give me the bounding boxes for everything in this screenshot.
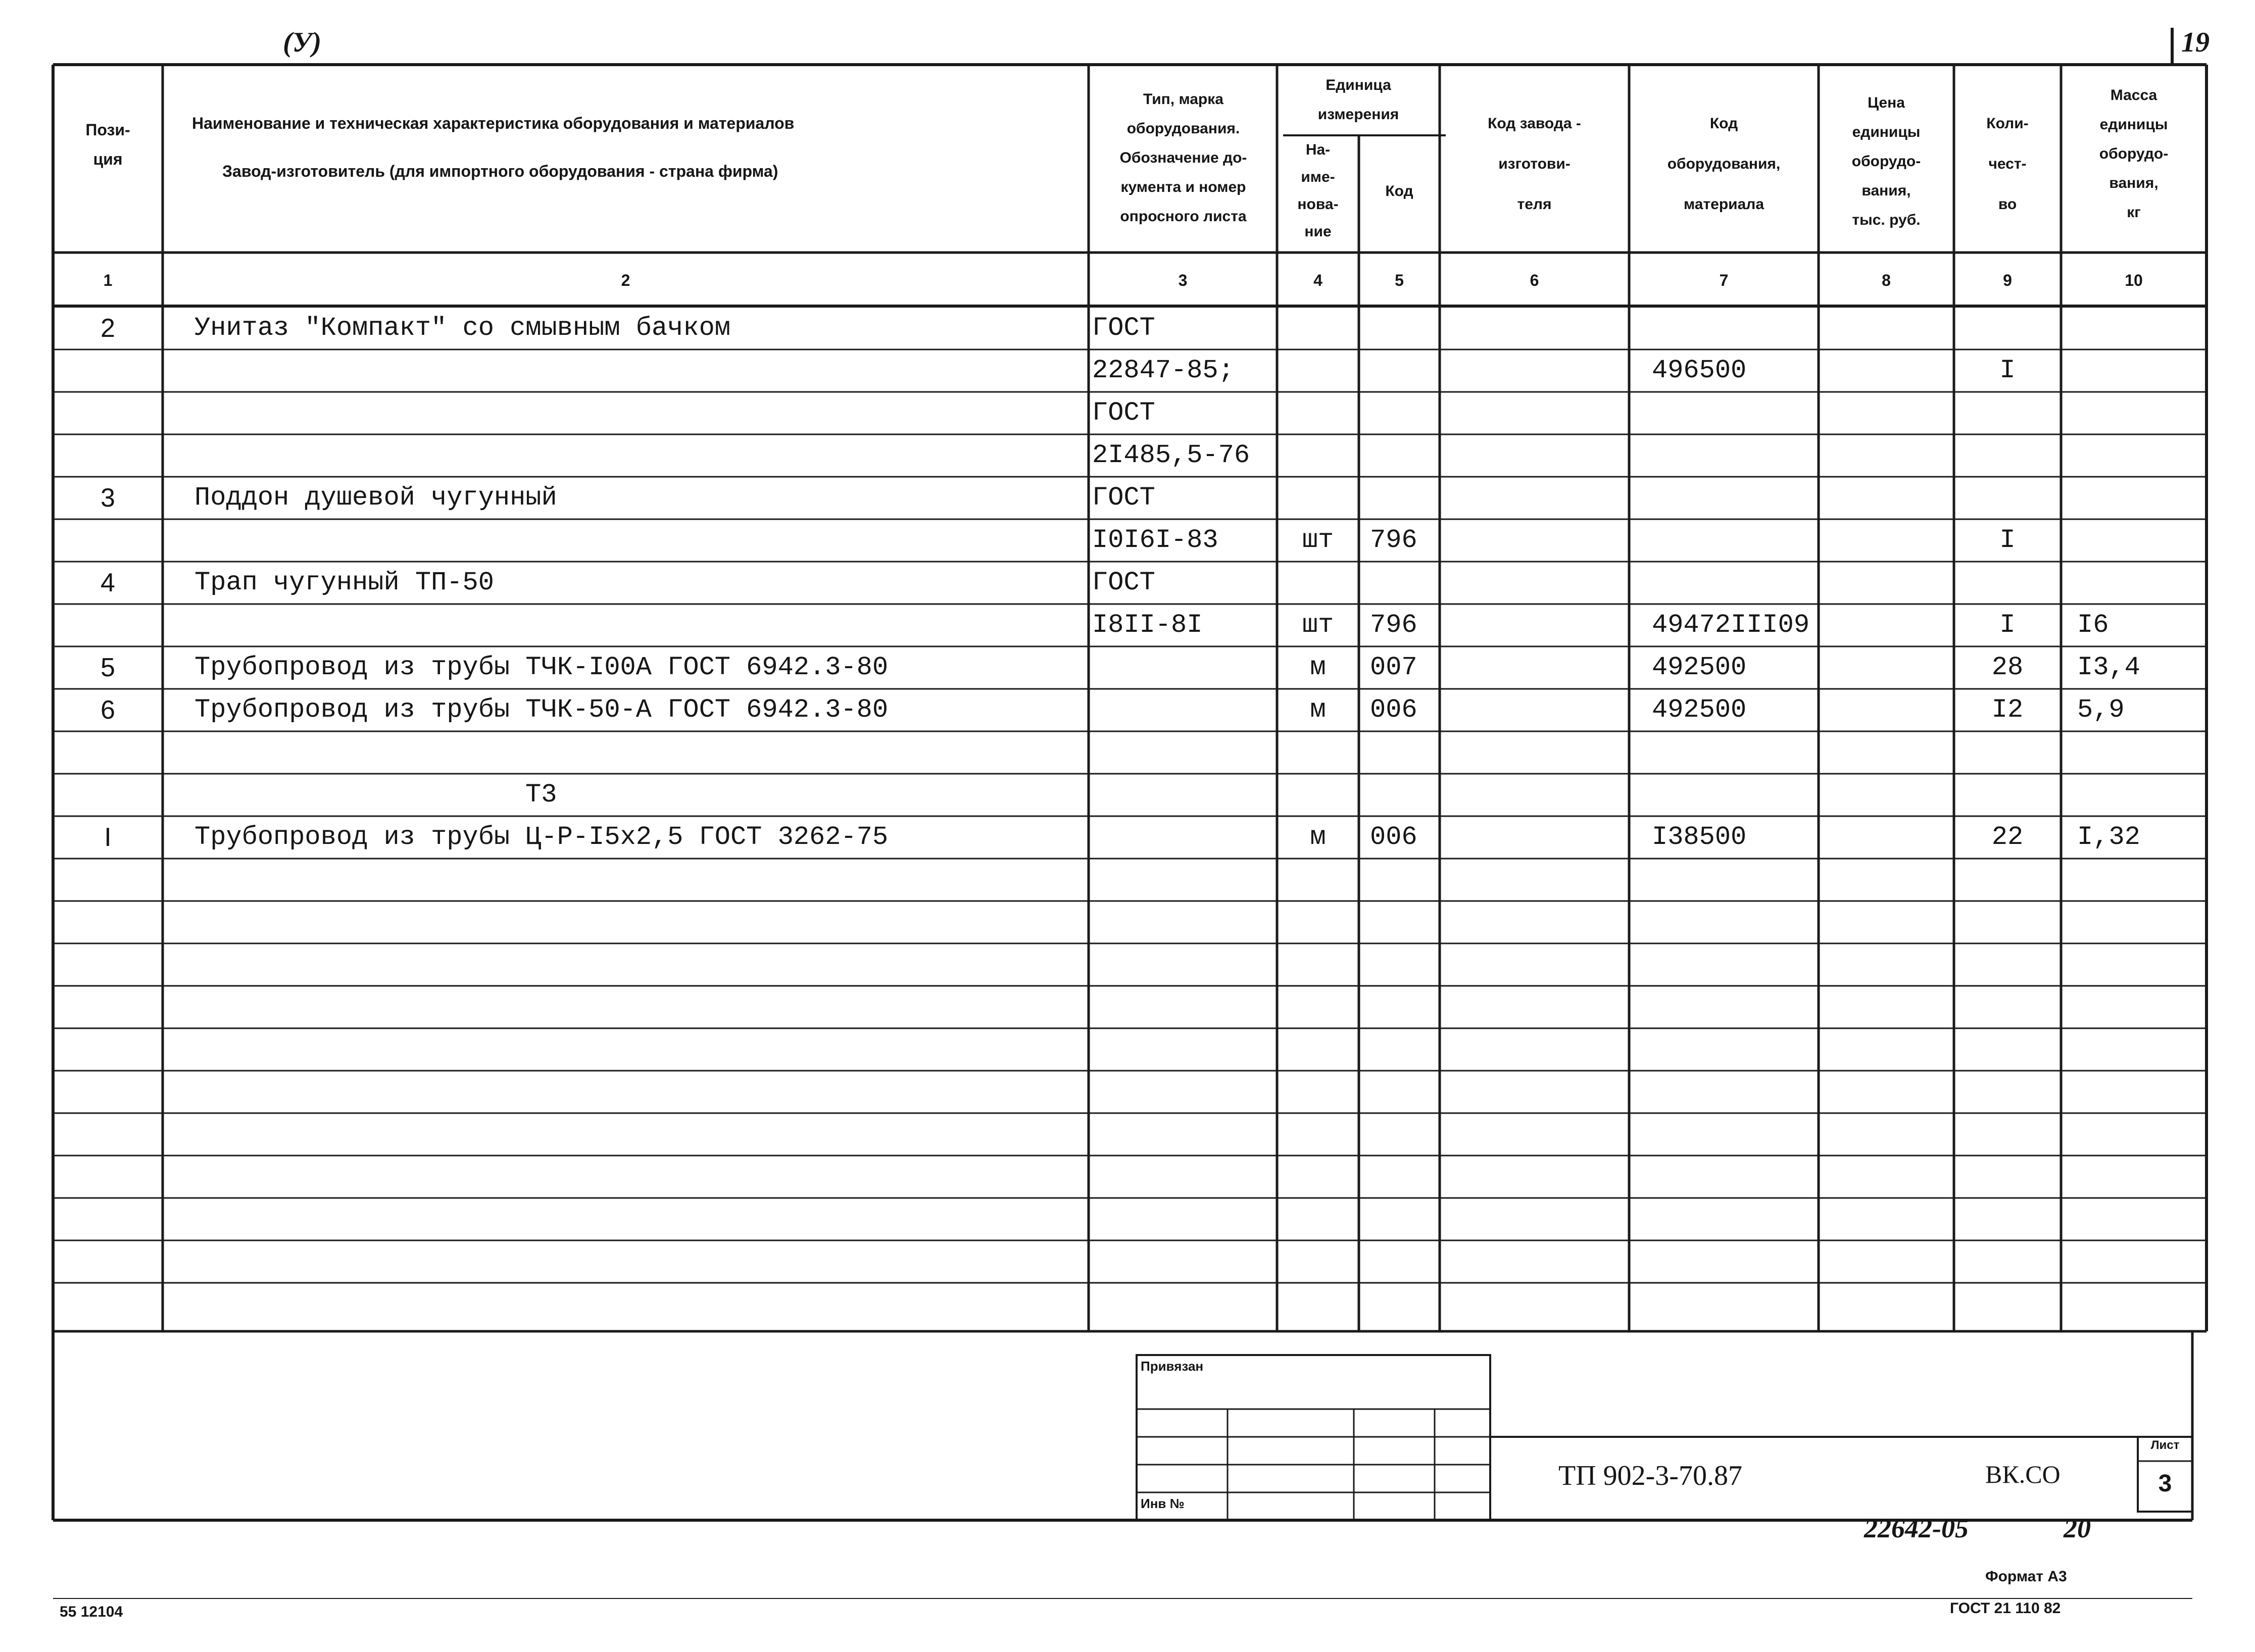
table-cell-name: Трап чугунный ТП-50 xyxy=(194,568,494,597)
table-cell-pos: 2 xyxy=(101,314,115,343)
table-cell-pos: 5 xyxy=(101,653,115,682)
bottom-left-code: 55 12104 xyxy=(60,1604,123,1620)
table-cell-mass: I6 xyxy=(2077,610,2109,640)
table-cell-equip: 496500 xyxy=(1652,356,1747,385)
table-cell-mass: 5,9 xyxy=(2077,695,2125,725)
section-code: ВК.СО xyxy=(1985,1460,2061,1488)
table-cell-name: Трубопровод из трубы ТЧК-50-А ГОСТ 6942.3-80 xyxy=(194,695,889,725)
table-cell-unit: шт xyxy=(1302,525,1334,555)
column-number: 1 xyxy=(103,271,113,289)
table-cell-code: 006 xyxy=(1370,695,1417,725)
table-cell-qty: I xyxy=(1999,356,2016,385)
header-mass: Масса единицы оборудо- вания, кг xyxy=(2099,87,2169,221)
sheet-label: Лист xyxy=(2150,1438,2180,1452)
header-unit-code: Код xyxy=(1385,183,1413,199)
table-cell-type: ГОСТ xyxy=(1092,313,1155,343)
table-cell-type: 22847-85; xyxy=(1092,356,1234,385)
table-cell-type: I8II-8I xyxy=(1092,610,1203,640)
table-cell-pos: 4 xyxy=(101,568,115,597)
table-cell-name: Унитаз "Компакт" со смывным бачком xyxy=(194,313,730,343)
table-cell-name: Поддон душевой чугунный xyxy=(194,483,557,513)
table-cell-qty: I xyxy=(1999,525,2016,555)
header-plant-code: Код завода - изготови- теля xyxy=(1488,115,1581,213)
top-left-note: (У) xyxy=(283,27,322,58)
table-cell-mass: I3,4 xyxy=(2077,653,2140,682)
column-number: 8 xyxy=(1882,271,1891,289)
table-cell-pos: 6 xyxy=(101,695,115,725)
table-cell-qty: 28 xyxy=(1991,653,2024,682)
table-cell-unit: м xyxy=(1310,653,1326,682)
header-unit-group: Единица измерения xyxy=(1317,77,1399,123)
header-equipment-code: Код оборудования, материала xyxy=(1667,115,1781,213)
table-cell-name: Т3 xyxy=(525,780,557,810)
column-number: 9 xyxy=(2003,271,2012,289)
header-unit-name: На- име- нова- ние xyxy=(1297,141,1339,240)
inventory-number-label: Инв № xyxy=(1141,1496,1185,1511)
column-number: 6 xyxy=(1530,271,1539,289)
table-cell-unit: шт xyxy=(1302,610,1334,640)
header-price: Цена единицы оборудо- вания, тыс. руб. xyxy=(1851,94,1921,228)
table-cell-code: 796 xyxy=(1370,525,1417,555)
header-quantity: Коли- чест- во xyxy=(1986,115,2029,213)
table-cell-equip: 49472III09 xyxy=(1652,610,1810,640)
format-label: Формат А3 xyxy=(1985,1568,2067,1585)
column-number: 5 xyxy=(1395,271,1404,289)
header-name-line2: Завод-изготовитель (для импортного оборудования - страна фирма) xyxy=(222,162,778,180)
header-name-line1: Наименование и техническая характеристика оборудования и материалов xyxy=(192,114,795,132)
privyazan-label: Привязан xyxy=(1141,1359,1204,1374)
table-cell-name: Трубопровод из трубы ТЧК-I00А ГОСТ 6942.3-80 xyxy=(194,653,889,682)
header-position: Пози- ция xyxy=(85,121,130,168)
column-number: 4 xyxy=(1313,271,1322,289)
table-cell-code: 006 xyxy=(1370,822,1417,852)
table-cell-qty: 22 xyxy=(1991,822,2024,852)
table-cell-type: ГОСТ xyxy=(1092,483,1155,513)
table-cell-type: I0I6I-83 xyxy=(1092,525,1218,555)
header-type: Тип, марка оборудования. Обозначение до- кумента и номер опросного листа xyxy=(1119,91,1247,225)
table-cell-type: ГОСТ xyxy=(1092,398,1155,428)
table-cell-type: 2I485,5-76 xyxy=(1092,440,1250,470)
sheet-number: 3 xyxy=(2158,1470,2172,1497)
table-cell-equip: 492500 xyxy=(1652,695,1747,725)
table-cell-pos: I xyxy=(104,823,112,852)
table-cell-equip: I38500 xyxy=(1652,822,1747,852)
table-cell-unit: м xyxy=(1310,822,1326,852)
table-cell-code: 007 xyxy=(1370,653,1417,682)
column-number: 3 xyxy=(1178,271,1188,289)
table-cell-equip: 492500 xyxy=(1652,653,1747,682)
table-cell-unit: м xyxy=(1310,695,1326,725)
table-cell-pos: 3 xyxy=(101,483,115,513)
document-code: ТП 902-3-70.87 xyxy=(1558,1460,1742,1491)
column-number: 10 xyxy=(2125,271,2143,289)
page-corner-number: 19 xyxy=(2181,27,2210,58)
table-cell-mass: I,32 xyxy=(2077,822,2140,852)
table-cell-qty: I2 xyxy=(1991,695,2024,725)
table-cell-code: 796 xyxy=(1370,610,1417,640)
table-cell-type: ГОСТ xyxy=(1092,568,1155,597)
handwritten-page: 20 xyxy=(2064,1513,2091,1543)
column-number: 7 xyxy=(1719,271,1729,289)
gost-label: ГОСТ 21 110 82 xyxy=(1950,1600,2061,1617)
handwritten-code: 22642-05 xyxy=(1864,1513,1969,1543)
table-cell-name: Трубопровод из трубы Ц-Р-I5х2,5 ГОСТ 3262-75 xyxy=(194,822,889,852)
table-cell-qty: I xyxy=(1999,610,2016,640)
column-number: 2 xyxy=(621,271,630,289)
